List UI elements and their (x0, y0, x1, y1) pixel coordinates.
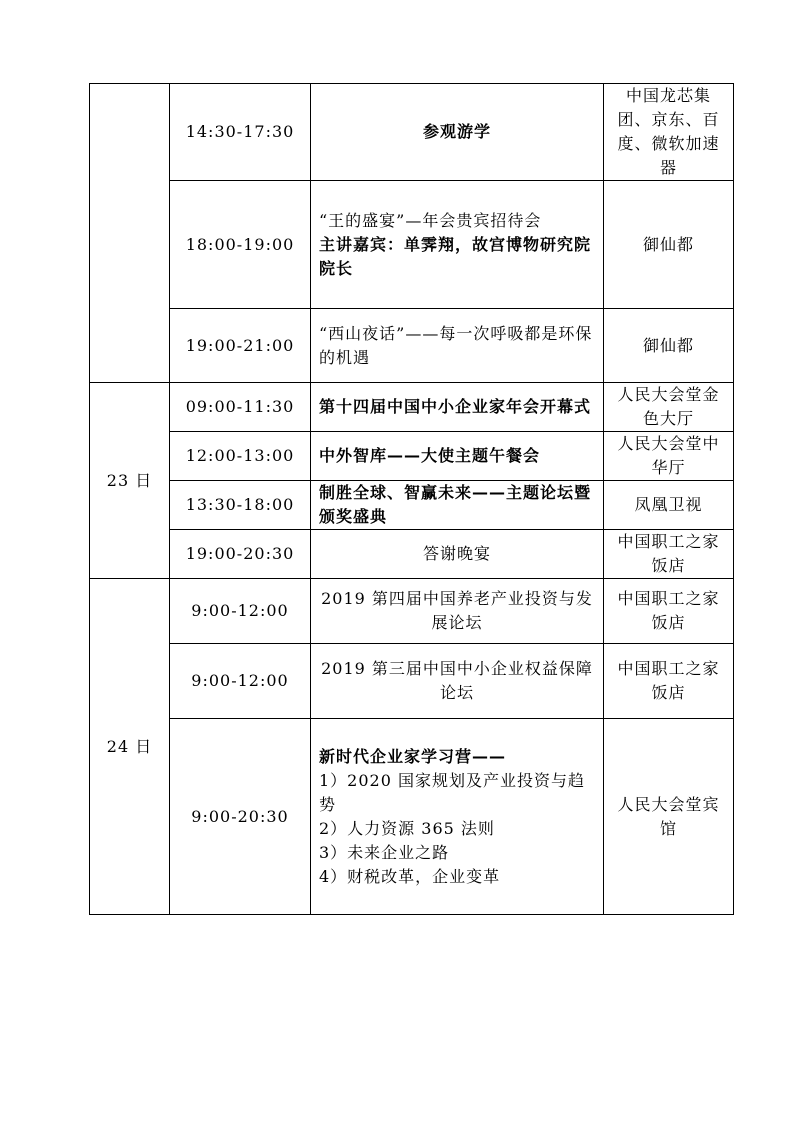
venue-cell: 中国职工之家饭店 (604, 579, 734, 644)
table-row (90, 579, 734, 644)
event-cell: 2019 第四届中国养老产业投资与发展论坛 (311, 579, 604, 644)
event-title: 中外智库——大使主题午餐会 (319, 446, 541, 465)
venue-cell: 人民大会堂金色大厅 (604, 383, 734, 432)
event-cell: 2019 第三届中国中小企业权益保障论坛 (311, 644, 604, 719)
time-cell: 14:30-17:30 (170, 84, 311, 181)
event-title: “王的盛宴”—年会贵宾招待会 (319, 210, 542, 230)
venue-cell: 御仙都 (604, 309, 734, 383)
venue-cell: 中国龙芯集团、京东、百度、微软加速器 (604, 84, 734, 181)
venue-cell: 中国职工之家饭店 (604, 530, 734, 579)
day-cell: 23 日 (90, 383, 170, 579)
time-cell: 12:00-13:00 (170, 432, 311, 481)
event-cell (311, 481, 604, 530)
event-speaker: 主讲嘉宾：单霁翔，故宫博物研究院院长 (319, 234, 592, 278)
event-item: 2）人力资源 365 法则 (319, 818, 495, 838)
table-row (90, 719, 734, 915)
event-item: 1）2020 国家规划及产业投资与趋势 (319, 770, 585, 814)
time-cell: 19:00-20:30 (170, 530, 311, 579)
event-cell: 答谢晚宴 (311, 530, 604, 579)
event-title: 制胜全球、智赢未来——主题论坛暨颁奖盛典 (319, 483, 592, 526)
table-row (90, 432, 734, 481)
day-cell (90, 84, 170, 383)
event-title: 新时代企业家学习营—— (319, 746, 507, 766)
time-cell: 09:00-11:30 (170, 383, 311, 432)
table-row (90, 309, 734, 383)
event-cell (311, 84, 604, 181)
table-row (90, 530, 734, 579)
time-cell: 18:00-19:00 (170, 181, 311, 309)
day-cell: 24 日 (90, 579, 170, 915)
venue-cell: 中国职工之家饭店 (604, 644, 734, 719)
venue-cell: 人民大会堂宾馆 (604, 719, 734, 915)
table-row (90, 644, 734, 719)
time-cell: 9:00-12:00 (170, 579, 311, 644)
event-cell (311, 432, 604, 481)
event-cell (311, 719, 604, 915)
event-title: 参观游学 (422, 122, 491, 141)
time-cell: 19:00-21:00 (170, 309, 311, 383)
event-title: 第十四届中国中小企业家年会开幕式 (319, 397, 592, 416)
venue-cell: 人民大会堂中华厅 (604, 432, 734, 481)
event-cell (311, 181, 604, 309)
venue-cell: 凤凰卫视 (604, 481, 734, 530)
event-cell: “西山夜话”——每一次呼吸都是环保的机遇 (311, 309, 604, 383)
table-row (90, 84, 734, 181)
event-cell (311, 383, 604, 432)
event-item: 3）未来企业之路 (319, 842, 450, 862)
table-row (90, 481, 734, 530)
time-cell: 13:30-18:00 (170, 481, 311, 530)
table-row (90, 383, 734, 432)
time-cell: 9:00-12:00 (170, 644, 311, 719)
schedule-table (89, 83, 734, 915)
venue-cell: 御仙都 (604, 181, 734, 309)
table-row (90, 181, 734, 309)
time-cell: 9:00-20:30 (170, 719, 311, 915)
event-item: 4）财税改革，企业变革 (319, 866, 501, 886)
